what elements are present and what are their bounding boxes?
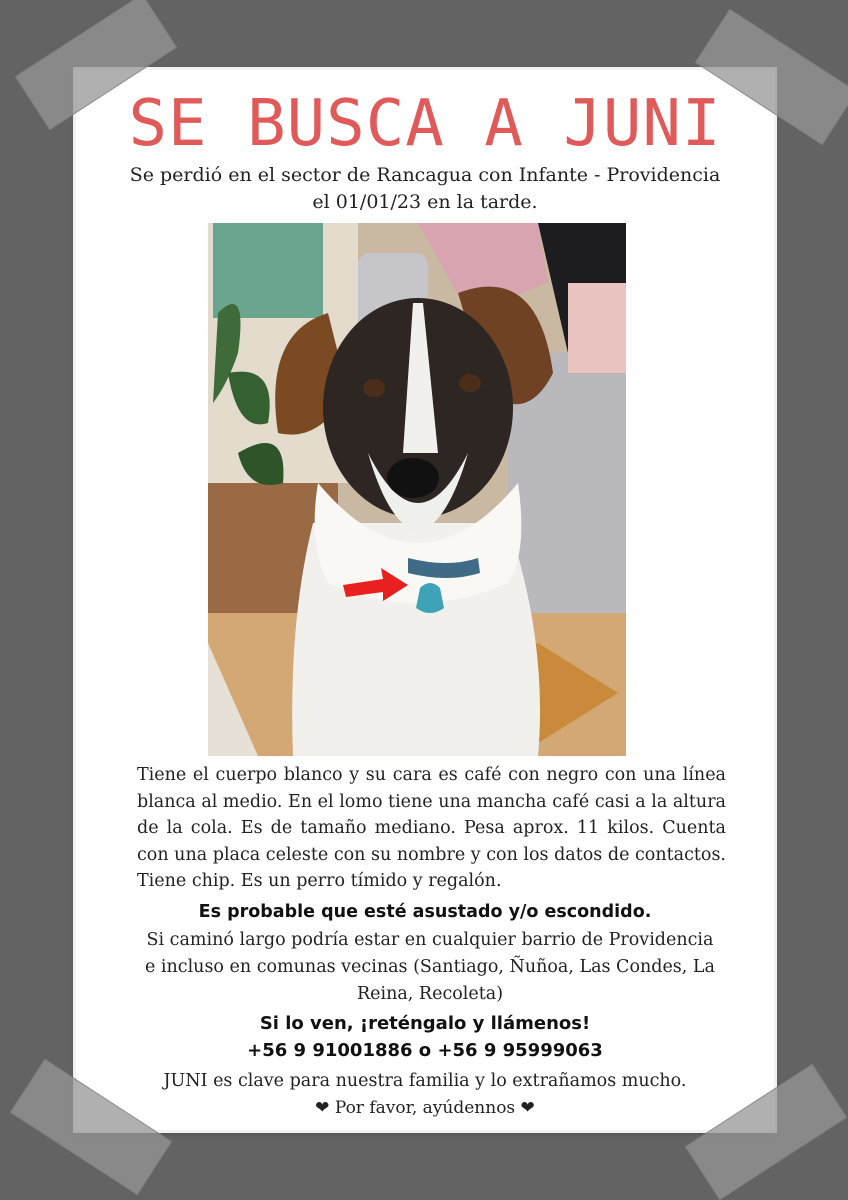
area-line-3: Reina, Recoleta): [356, 984, 504, 1004]
description: Tiene el cuerpo blanco y su cara es café con negro con una línea blanca al medio. En el lomo tiene una mancha café casi a la altura de la cola. Es de tamaño mediano. Pesa aprox. 11 kilos. Cuenta con una placa celeste con su nombre y con los datos de contactos. Tiene chip. Es un perro tímido y regalón.: [137, 765, 726, 891]
phone-numbers: +56 9 91001886 o +56 9 95999063: [247, 1040, 603, 1061]
area-line-2: e incluso en comunas vecinas (Santiago, Ñuñoa, Las Condes, La: [145, 957, 715, 977]
poster-paper: [76, 70, 774, 1130]
callout-text: Si lo ven, ¡reténgalo y llámenos!: [259, 1013, 591, 1034]
family-message: JUNI es clave para nuestra familia y lo extrañamos mucho.: [163, 1071, 687, 1091]
poster-subtitle: [96, 162, 754, 216]
poster-title: SE BUSCA A JUNI: [128, 87, 722, 161]
contact-callout: [76, 1010, 774, 1064]
please-help: ❤ Por favor, ayúdennos ❤: [315, 1098, 535, 1118]
dog-photo: [208, 223, 626, 756]
subtitle-line-1: Se perdió en el sector de Rancagua con Infante - Providencia: [129, 164, 721, 186]
area-line-1: Si caminó largo podría estar en cualquier barrio de Providencia: [146, 930, 714, 950]
search-area: [131, 927, 729, 1008]
warning-text: Es probable que esté asustado y/o escondido.: [198, 902, 652, 922]
subtitle-line-2: el 01/01/23 en la tarde.: [312, 191, 538, 213]
